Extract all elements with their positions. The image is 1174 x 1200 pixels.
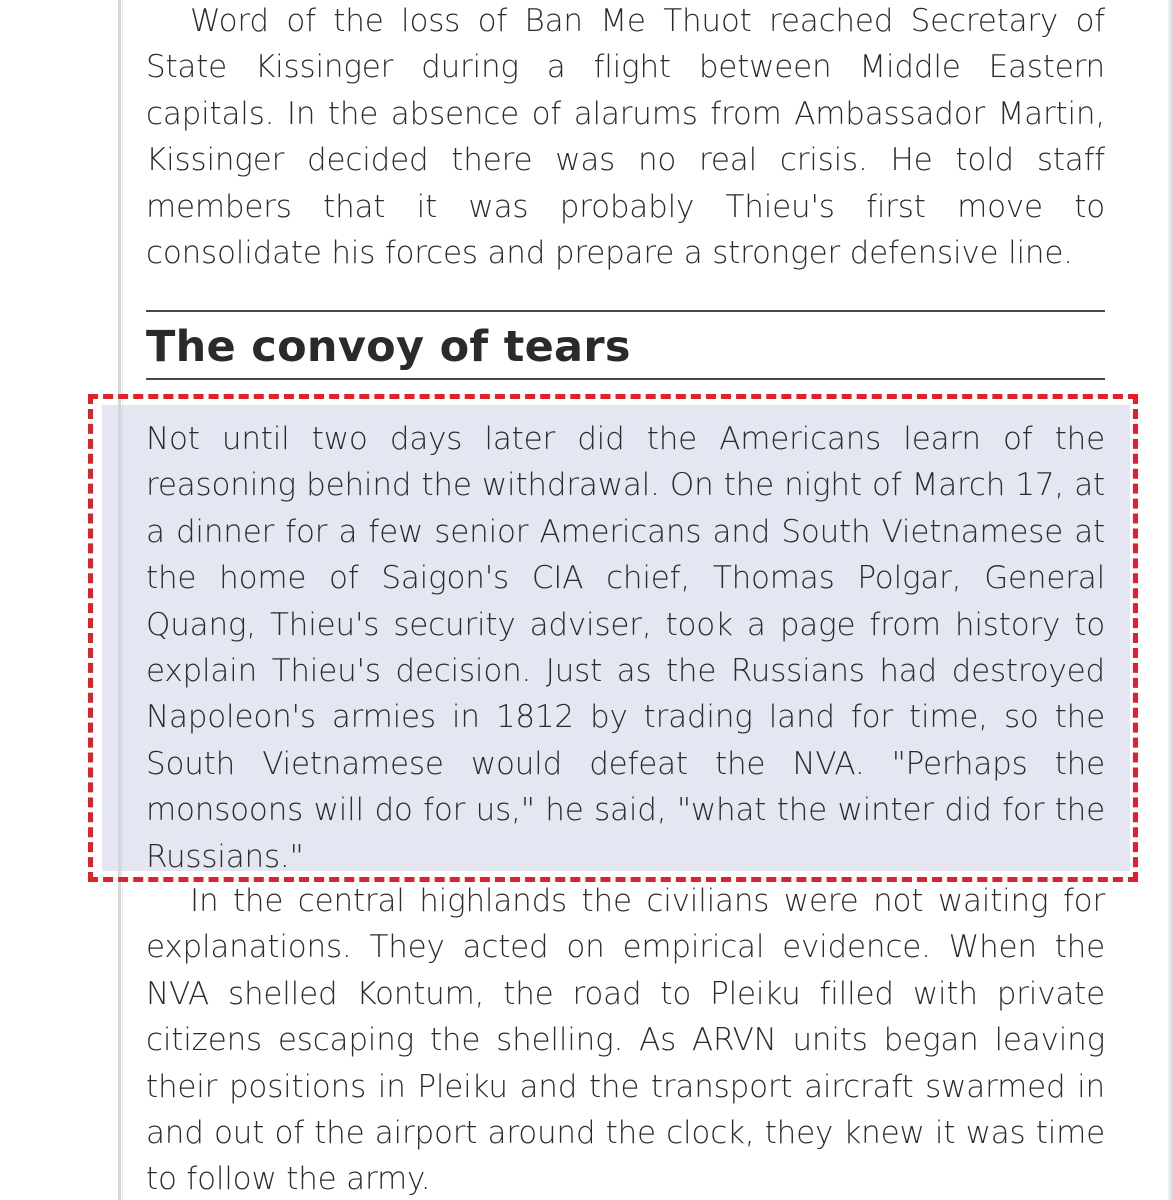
section-heading: The convoy of tears	[146, 322, 631, 372]
paragraph-withdrawal-reasoning: Not until two days later did the Americans learn of the reasoning behind the withdrawal. On the night of March 17, at a dinner for a few senior Americans and South Vietnamese at the home of Saigon's CIA chief, Thomas Polgar, General Quang, Thieu's security adviser, took a page from history to explain Thieu's decision. Just as the Russians had destroyed Napoleon's armies in 1812 by trading land for time, so the South Vietnamese would defeat the NVA. "Perhaps the monsoons will do for us," he said, "what the winter did for the Russians."	[146, 421, 1105, 875]
paragraph-central-highlands: In the central highlands the civilians were not waiting for explanations. They acted on empirical evidence. When the NVA shelled Kontum, the road to Pleiku filled with private citizens escaping the shelling. As ARVN units began leaving their positions in Pleiku and the transport aircraft swarmed in and out of the airport around the clock, they knew it was time to follow the army.	[146, 883, 1105, 1198]
paragraph-kissinger: Word of the loss of Ban Me Thuot reached Secretary of State Kissinger during a flight between Middle Eastern capitals. In the absence of alarums from Ambassador Martin, Kissinger decided there was no real crisis. He told staff members that it was probably Thieu's first move to consolidate his forces and prepare a stronger defensive line.	[146, 3, 1105, 272]
heading-rule-top	[146, 310, 1105, 312]
page-right-edge	[1168, 0, 1174, 1200]
heading-rule-bottom	[146, 378, 1105, 380]
